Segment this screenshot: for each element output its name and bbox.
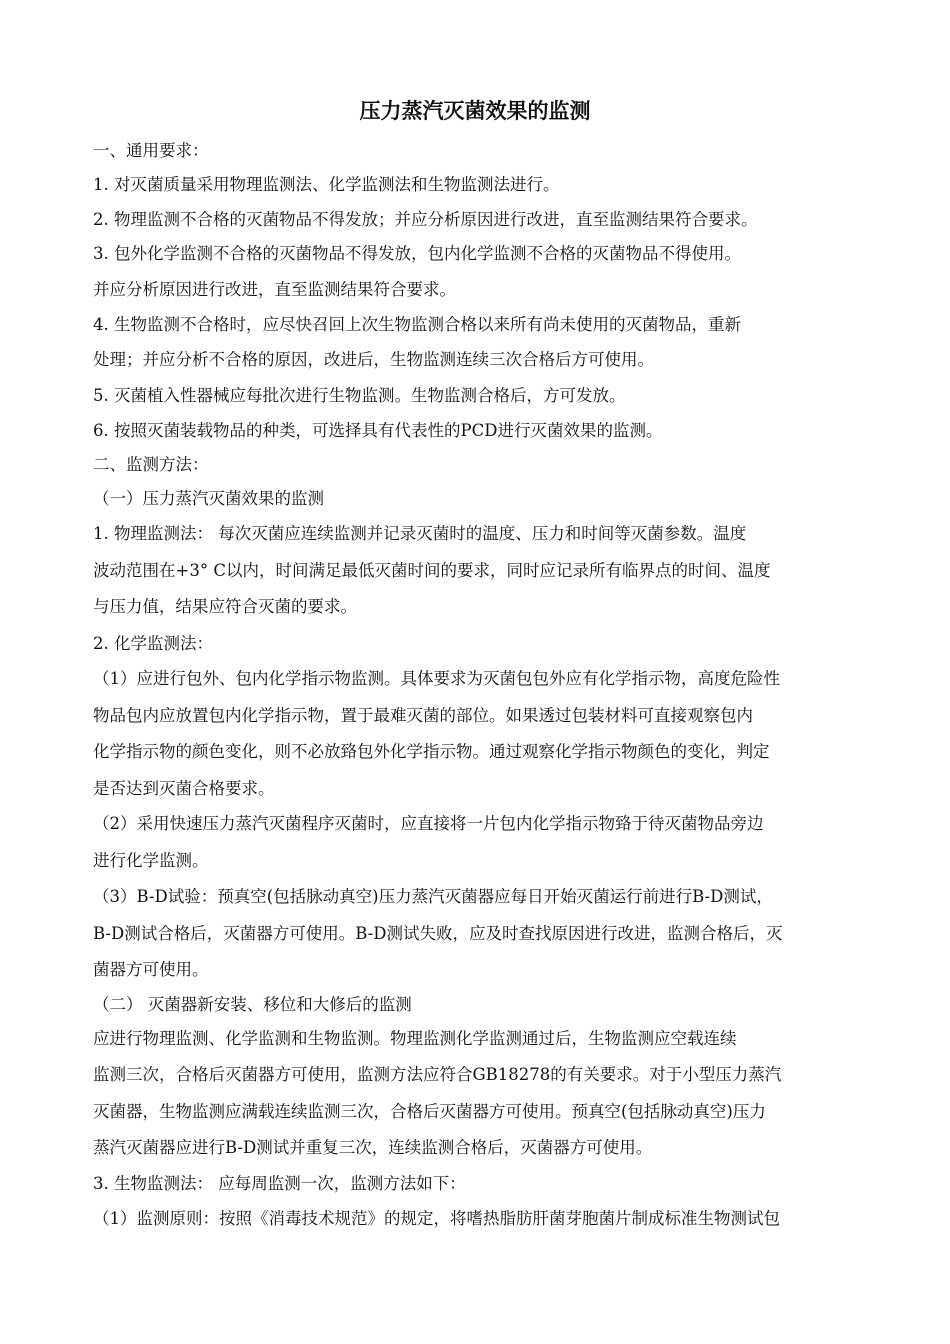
text-line: 与压力值，结果应符合灭菌的要求。 [93, 597, 357, 616]
section-heading: （二） 灭菌器新安装、移位和大修后的监测 [93, 995, 412, 1014]
text-line: 2. 物理监测不合格的灭菌物品不得发放；并应分析原因进行改进，直至监测结果符合要求。 [93, 210, 758, 229]
text-line: 监测三次，合格后灭菌器方可使用，监测方法应符合GB18278的有关要求。对于小型压力蒸汽 [93, 1065, 782, 1084]
text-line: 3. 包外化学监测不合格的灭菌物品不得发放，包内化学监测不合格的灭菌物品不得使用。 [93, 244, 741, 263]
text-line: B-D测试合格后，灭菌器方可使用。B-D测试失败，应及时查找原因进行改进，监测合格后，灭 [93, 924, 783, 943]
text-line: 是否达到灭菌合格要求。 [93, 779, 275, 798]
text-line: 2. 化学监测法： [93, 634, 213, 653]
text-line: 二、监测方法： [93, 455, 209, 474]
text-line: 一、通用要求： [93, 141, 209, 160]
text-line: 菌器方可使用。 [93, 960, 209, 979]
text-line: （1）应进行包外、包内化学指示物监测。具体要求为灭菌包包外应有化学指示物，高度危险性 [93, 669, 780, 688]
text-line: 应进行物理监测、化学监测和生物监测。物理监测化学监测通过后，生物监测应空载连续 [93, 1029, 737, 1048]
text-line: 物品包内应放置包内化学指示物，置于最难灭菌的部位。如果透过包装材料可直接观察包内 [93, 706, 753, 725]
text-line: 5. 灭菌植入性器械应每批次进行生物监测。生物监测合格后，方可发放。 [93, 386, 626, 405]
section-heading: （一）压力蒸汽灭菌效果的监测 [93, 489, 324, 508]
text-line: 1. 对灭菌质量采用物理监测法、化学监测法和生物监测法进行。 [93, 175, 560, 194]
text-line: 4. 生物监测不合格时，应尽快召回上次生物监测合格以来所有尚未使用的灭菌物品，重新 [93, 315, 741, 334]
text-line: 并应分析原因进行改进，直至监测结果符合要求。 [93, 280, 456, 299]
document-title: 压力蒸汽灭菌效果的监测 [359, 99, 591, 123]
text-line: （2）采用快速压力蒸汽灭菌程序灭菌时，应直接将一片包内化学指示物臵于待灭菌物品旁边 [93, 814, 764, 833]
text-line: 进行化学监测。 [93, 851, 209, 870]
text-line: 灭菌器，生物监测应满载连续监测三次，合格后灭菌器方可使用。预真空(包括脉动真空)压力 [93, 1102, 766, 1121]
text-line: 1. 物理监测法： 每次灭菌应连续监测并记录灭菌时的温度、压力和时间等灭菌参数。温度 [93, 524, 747, 543]
text-line: 6. 按照灭菌装载物品的种类，可选择具有代表性的PCD进行灭菌效果的监测。 [93, 421, 663, 440]
text-line: 处理；并应分析不合格的原因，改进后，生物监测连续三次合格后方可使用。 [93, 350, 654, 369]
text-line: （3）B-D试验：预真空(包括脉动真空)压力蒸汽灭菌器应每日开始灭菌运行前进行B-D测试， [93, 887, 773, 906]
text-line: 化学指示物的颜色变化，则不必放臵包外化学指示物。通过观察化学指示物颜色的变化，判定 [93, 742, 770, 761]
text-line: 3. 生物监测法： 应每周监测一次，监测方法如下： [93, 1174, 466, 1193]
text-line: 蒸汽灭菌器应进行B-D测试并重复三次，连续监测合格后，灭菌器方可使用。 [93, 1138, 653, 1157]
text-line: （1）监测原则：按照《消毒技术规范》的规定，将嗜热脂肪肝菌芽胞菌片制成标准生物测试包 [93, 1209, 780, 1228]
text-line: 波动范围在+3° C以内，时间满足最低灭菌时间的要求，同时应记录所有临界点的时间、温度 [93, 561, 771, 580]
